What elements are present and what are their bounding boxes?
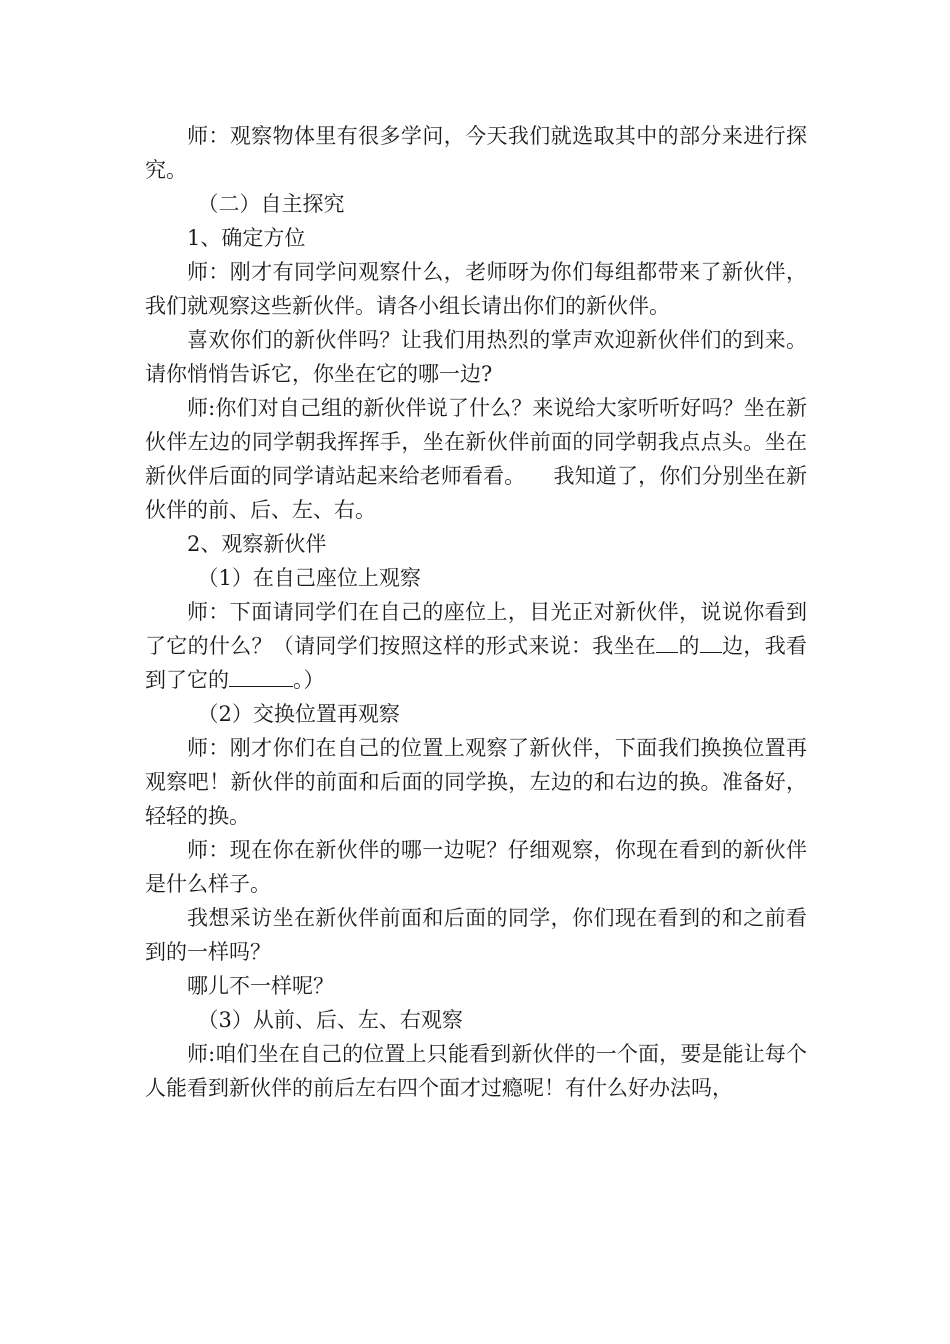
blank-line: [656, 630, 678, 653]
item-observe-from-seat: （1）在自己座位上观察: [197, 566, 421, 590]
blank-line: [700, 630, 722, 653]
subheading-determine-position: 1、确定方位: [187, 226, 306, 250]
paragraph-interview: 我想采访坐在新伙伴前面和后面的同学，你们现在看到的和之前看到的一样吗？: [145, 906, 807, 964]
fill-blank-text-b: 的: [678, 634, 700, 658]
paragraph-new-partners: 师：刚才有同学问观察什么，老师呀为你们每组都带来了新伙伴，我们就观察这些新伙伴。请各小组长请出你们的新伙伴。: [145, 260, 807, 318]
paragraph-welcome: 喜欢你们的新伙伴吗？让我们用热烈的掌声欢迎新伙伴们的到来。请你悄悄告诉它，你坐在它的哪一边?: [145, 328, 807, 386]
paragraph-which-side: [145, 391, 807, 527]
section-heading-autonomous-inquiry: （二）自主探究: [197, 192, 345, 216]
item-swap-positions: （2）交换位置再观察: [197, 702, 400, 726]
paragraph-which-side-conclusion: 我知道了，你们分别坐在新伙伴的前、后、左、右。: [145, 464, 808, 522]
paragraph-swap: 师：刚才你们在自己的位置上观察了新伙伴，下面我们换换位置再观察吧！新伙伴的前面和后面的同学换，左边的和右边的换。准备好，轻轻的换。: [145, 736, 807, 828]
paragraph-four-faces: 师:咱们坐在自己的位置上只能看到新伙伴的一个面，要是能让每个人能看到新伙伴的前后左右四个面才过瘾呢！有什么好办法吗，: [145, 1042, 807, 1100]
item-observe-four-sides: （3）从前、后、左、右观察: [197, 1008, 463, 1032]
paragraph-intro: 师：观察物体里有很多学问，今天我们就选取其中的部分来进行探究。: [145, 124, 807, 182]
blank-line: [229, 664, 293, 687]
paragraph-which-side-now: 师：现在你在新伙伴的哪一边呢？仔细观察，你现在看到的新伙伴是什么样子。: [145, 838, 807, 896]
subheading-observe-partners: 2、观察新伙伴: [187, 532, 327, 556]
document-body: [145, 119, 807, 1105]
paragraph-fill-blank: [145, 595, 807, 697]
fill-blank-text-a: 师：下面请同学们在自己的座位上，目光正对新伙伴，说说你看到了它的什么？（请同学们按照这样的形式来说：我坐在: [145, 600, 807, 658]
fill-blank-text-c: 边，我看到了它的: [145, 634, 808, 692]
fill-blank-text-d: 。）: [293, 668, 325, 692]
paragraph-which-side-text: 师:你们对自己组的新伙伴说了什么？来说给大家听听好吗？坐在新伙伴左边的同学朝我挥挥手，坐在新伙伴前面的同学朝我点点头。坐在新伙伴后面的同学请站起来给老师看看。: [145, 396, 807, 488]
paragraph-difference: 哪儿不一样呢？: [187, 974, 334, 998]
